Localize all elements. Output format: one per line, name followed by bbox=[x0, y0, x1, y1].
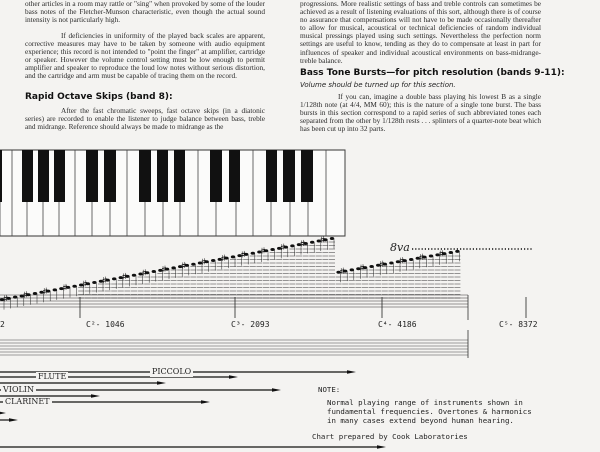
note-head bbox=[171, 266, 175, 269]
sharp-sign bbox=[83, 284, 87, 285]
volume-subheading: Volume should be turned up for this section. bbox=[300, 81, 456, 89]
c-label-0: 2 bbox=[0, 320, 5, 329]
black-key bbox=[266, 150, 277, 202]
note-line-1: Normal playing range of instruments shown in bbox=[327, 398, 523, 407]
sharp-sign bbox=[301, 244, 305, 245]
sharp-sign bbox=[162, 270, 166, 271]
note-head bbox=[310, 241, 314, 244]
sharp-sign bbox=[380, 265, 384, 266]
black-key bbox=[38, 150, 49, 202]
sharp-sign bbox=[103, 281, 107, 282]
clarinet-range-arrowhead bbox=[201, 400, 210, 404]
note-head bbox=[152, 270, 156, 273]
c-label-c4: C⁴- 4186 bbox=[378, 320, 417, 329]
sharp-sign bbox=[122, 277, 126, 278]
instrument-violin: VIOLIN bbox=[3, 385, 34, 394]
left-paragraph-2: If deficiencies in uniformity of the played back scales are apparent, corrective measures may have to be taken by someone with audio equipment experience; this record is not intended to "point the finger" at amplifier, cartridge or speaker. However the volume control setting must be low enough to permit amplifier and speaker to reproduce the loud low notes without serious distortion, and the cartridge and arm must be capable of tracing them on the record. bbox=[25, 31, 265, 81]
note-head bbox=[72, 285, 76, 288]
sharp-sign bbox=[4, 299, 8, 300]
range-9-arrowhead bbox=[377, 445, 386, 449]
rapid-octave-heading: Rapid Octave Skips (band 8): bbox=[25, 92, 173, 102]
sharp-sign bbox=[439, 254, 443, 255]
black-key bbox=[229, 150, 240, 202]
note-head bbox=[132, 274, 136, 277]
instrument-flute: FLUTE bbox=[38, 372, 67, 381]
flute-range-arrowhead bbox=[229, 375, 238, 379]
note-head bbox=[409, 258, 413, 261]
note-line-3: in many cases extend beyond human hearing. bbox=[327, 416, 514, 425]
sharp-sign bbox=[419, 258, 423, 259]
note-head bbox=[429, 254, 433, 257]
chart-credit: Chart prepared by Cook Laboratories bbox=[312, 432, 468, 441]
sharp-sign bbox=[202, 262, 206, 263]
sharp-sign bbox=[63, 288, 67, 289]
c-label-c3: C³- 2093 bbox=[231, 320, 270, 329]
right-paragraph-2: If you can, imagine a double bass playing his lowest B as a single 1/128th note (at 4/4, MM 60); this is the nature of a single tone burst. The bass bursts in this section correspond to a rapid series of such abbreviated tones each separated from the other by 1/128th rests . . . splinters of a quarter-note beat which has been cut up into 32 parts. bbox=[300, 92, 541, 134]
c-label-c5: C⁵- 8372 bbox=[499, 320, 538, 329]
sharp-sign bbox=[360, 268, 364, 269]
note-head bbox=[53, 288, 57, 291]
note-head bbox=[389, 261, 393, 264]
sharp-sign bbox=[320, 240, 324, 241]
note-head bbox=[191, 263, 195, 266]
note-head bbox=[251, 252, 255, 255]
sharp-sign bbox=[221, 259, 225, 260]
sharp-sign bbox=[261, 251, 265, 252]
ottava-marking: 8va bbox=[390, 241, 410, 254]
sharp-sign bbox=[182, 266, 186, 267]
bass-tone-heading: Bass Tone Bursts—for pitch resolution (bands 9-11): bbox=[300, 68, 565, 78]
right-paragraph-1: progressions. More realistic settings of bass and treble controls can sometimes be achieved as a result of listening evaluations of this sort, although there is of course no assurance that compensations will not have to be made occasionally thereafter to allow for musical, acoustical or technical deficiencies of random individual musical pressings played using such settings. Nevertheless the perfection norm settings are useful to know, tending as they do to compensate at least in part for influences of speaker and individual acoustical environments on bass-midrange-treble balance. bbox=[300, 0, 541, 65]
c-label-c2: C²- 1046 bbox=[86, 320, 125, 329]
range-8-arrowhead bbox=[9, 418, 18, 422]
note-head bbox=[33, 292, 37, 295]
note-head bbox=[449, 251, 453, 254]
note-head bbox=[455, 250, 459, 253]
black-key bbox=[0, 150, 2, 202]
note-head bbox=[231, 255, 235, 258]
instrument-clarinet: CLARINET bbox=[5, 397, 50, 406]
black-key bbox=[86, 150, 98, 202]
note-title: NOTE: bbox=[318, 385, 341, 394]
sharp-sign bbox=[281, 248, 285, 249]
sharp-sign bbox=[142, 273, 146, 274]
note-head bbox=[330, 237, 334, 240]
black-key bbox=[104, 150, 116, 202]
range-7-arrowhead bbox=[0, 411, 6, 415]
range-5-arrowhead bbox=[91, 394, 100, 398]
black-key bbox=[54, 150, 65, 202]
left-paragraph-3: After the fast chromatic sweeps, fast octave skips (in a diatonic series) are recorded to enable the listener to judge balance between bass, treble and midrange. Reference should always be made to midrange as the bbox=[25, 106, 265, 132]
black-key bbox=[283, 150, 295, 202]
note-head bbox=[13, 296, 17, 299]
left-paragraph-1: other articles in a room may rattle or "sing" when provoked by some of the louder bass notes of the Fletcher-Munson characteristic, even though the actual sound intensity is not particularly high. bbox=[25, 0, 265, 25]
black-key bbox=[210, 150, 222, 202]
black-key bbox=[301, 150, 313, 202]
note-head bbox=[112, 277, 116, 280]
note-head bbox=[350, 268, 354, 271]
piccolo-range-arrowhead bbox=[347, 370, 356, 374]
sharp-sign bbox=[23, 295, 27, 296]
range-3-arrowhead bbox=[157, 381, 166, 385]
black-key bbox=[22, 150, 33, 202]
note-line-2: fundamental frequencies. Overtones & harmonics bbox=[327, 407, 532, 416]
note-head bbox=[270, 248, 274, 251]
note-head bbox=[290, 244, 294, 247]
black-key bbox=[174, 150, 185, 202]
instrument-piccolo: PICCOLO bbox=[152, 367, 192, 376]
violin-range-arrowhead bbox=[272, 388, 281, 392]
note-head bbox=[369, 265, 373, 268]
sharp-sign bbox=[340, 272, 344, 273]
note-head bbox=[211, 259, 215, 262]
black-key bbox=[139, 150, 151, 202]
black-key bbox=[157, 150, 168, 202]
sharp-sign bbox=[43, 292, 47, 293]
note-head bbox=[92, 281, 96, 284]
sharp-sign bbox=[400, 261, 404, 262]
sharp-sign bbox=[241, 255, 245, 256]
